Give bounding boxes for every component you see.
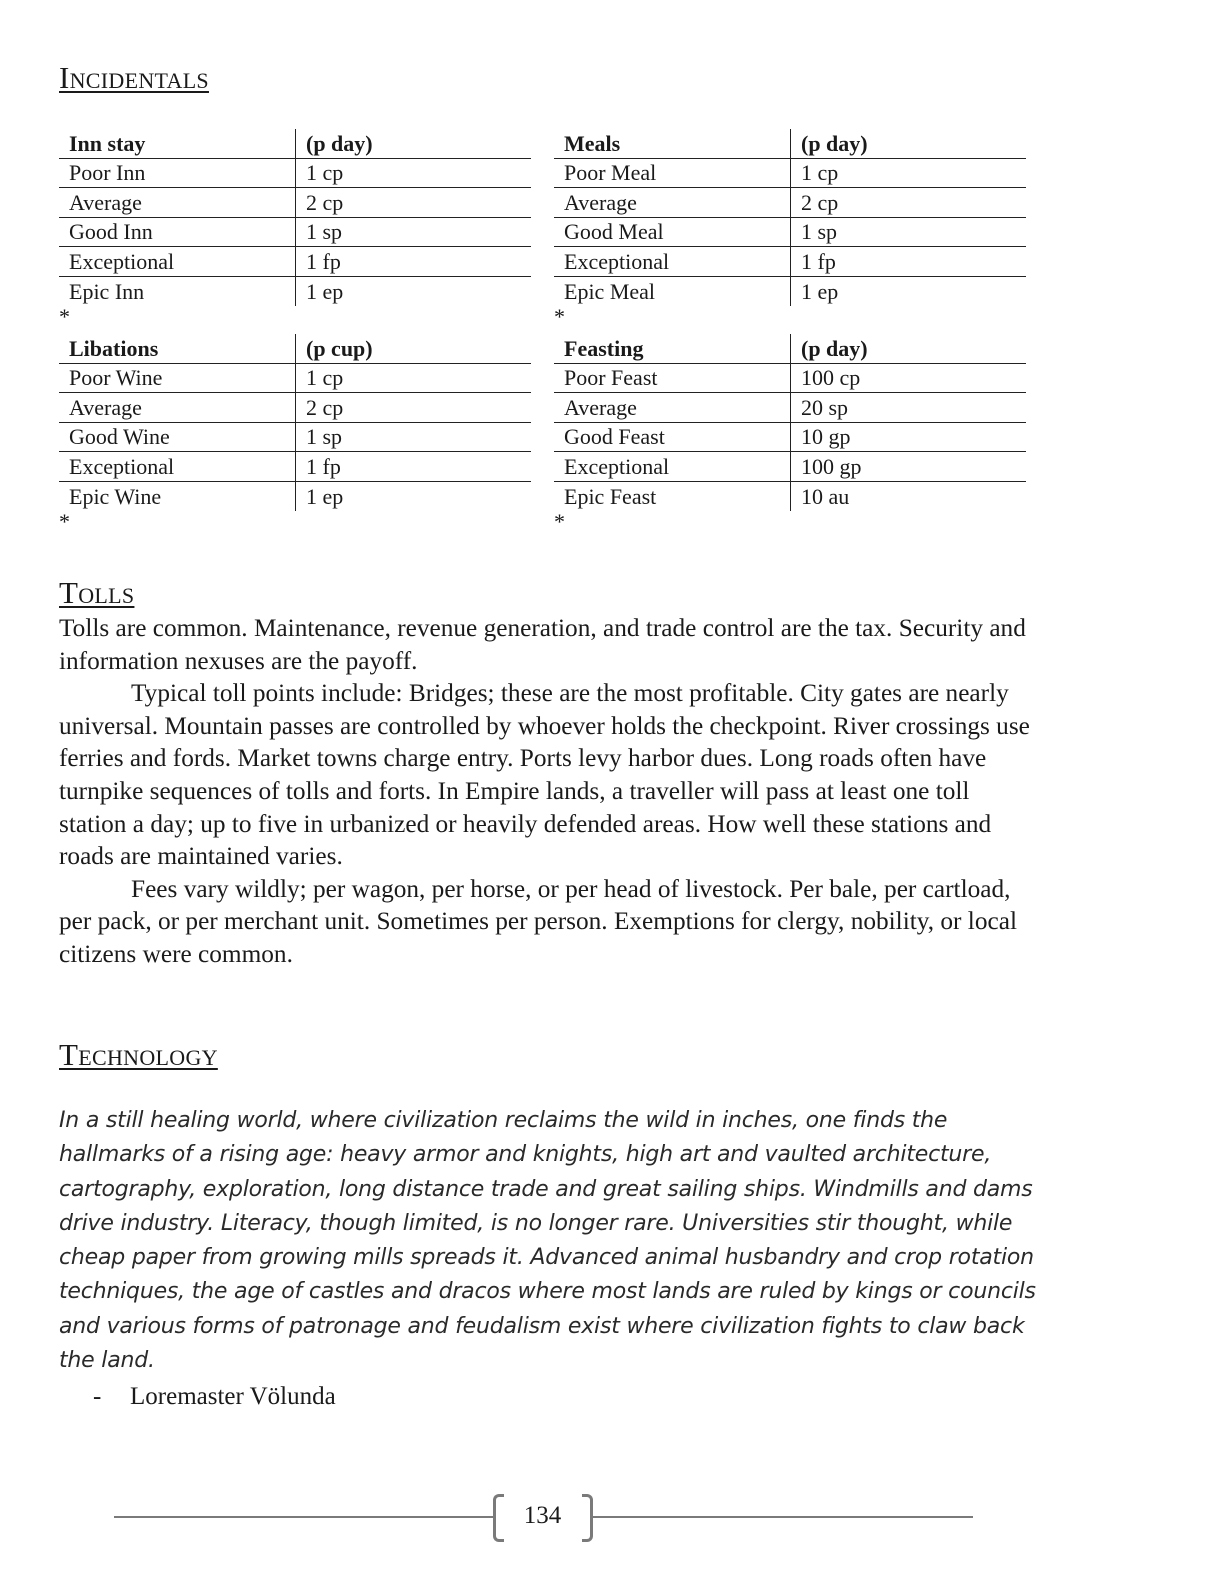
item-cell: Exceptional bbox=[554, 247, 791, 277]
price-cell: 1 cp bbox=[791, 158, 1027, 188]
header-cell: (p day) bbox=[296, 129, 532, 158]
header-cell: (p cup) bbox=[296, 334, 532, 363]
table-row bbox=[554, 452, 1026, 482]
paragraph: Fees vary wildly; per wagon, per horse, or per head of livestock. Per bale, per cartload, per pack, or per merchant unit. Sometimes per person. Exemptions for clergy, nobility, or local citizens were common. bbox=[59, 874, 1017, 968]
price-cell: 1 cp bbox=[296, 158, 532, 188]
header-cell: Inn stay bbox=[59, 129, 296, 158]
inn-stay-table bbox=[59, 129, 531, 306]
table-row bbox=[554, 217, 1026, 247]
price-cell: 100 gp bbox=[791, 452, 1027, 482]
price-cell: 1 sp bbox=[791, 217, 1027, 247]
item-cell: Average bbox=[554, 393, 791, 423]
price-cell: 100 cp bbox=[791, 363, 1027, 393]
item-cell: Poor Wine bbox=[59, 363, 296, 393]
table-footnote-marker: * bbox=[59, 304, 70, 329]
price-cell: 1 fp bbox=[791, 247, 1027, 277]
footer-rule-right bbox=[591, 1516, 973, 1518]
item-cell: Average bbox=[554, 188, 791, 218]
feasting-table bbox=[554, 334, 1026, 511]
quote-attribution bbox=[93, 1381, 336, 1413]
section-heading-technology: Technology bbox=[59, 1037, 218, 1072]
table-row bbox=[554, 393, 1026, 423]
price-cell: 1 fp bbox=[296, 247, 532, 277]
table-row bbox=[59, 452, 531, 482]
table-row bbox=[59, 393, 531, 423]
item-cell: Epic Inn bbox=[69, 278, 145, 304]
section-heading-incidentals: Incidentals bbox=[59, 60, 209, 95]
table-header-row bbox=[59, 334, 531, 363]
price-cell: 1 ep bbox=[296, 481, 532, 510]
table-header-row bbox=[59, 129, 531, 158]
item-cell: Exceptional bbox=[59, 452, 296, 482]
table-header-row bbox=[554, 334, 1026, 363]
price-cell: 2 cp bbox=[791, 188, 1027, 218]
price-cell: 1 sp bbox=[296, 217, 532, 247]
table-row bbox=[554, 481, 1026, 510]
paragraph: Typical toll points include: Bridges; these are the most profitable. City gates are nearly universal. Mountain passes are controlled by whoever holds the checkpoint. River crossings use ferries and fords. Market towns charge entry. Ports levy harbor dues. Long roads often have turnpike sequences of tolls and forts. In Empire lands, a traveller will pass at least one toll station a day; up to five in urbanized or heavily defended areas. How well these stations and roads are maintained varies. bbox=[59, 679, 1030, 871]
table-row bbox=[59, 217, 531, 247]
item-cell: Good Inn bbox=[59, 217, 296, 247]
header-cell: (p day) bbox=[791, 334, 1027, 363]
header-cell: Feasting bbox=[554, 334, 791, 363]
table-row bbox=[554, 158, 1026, 188]
table-row bbox=[59, 158, 531, 188]
price-cell: 10 gp bbox=[791, 422, 1027, 452]
item-cell: Average bbox=[59, 188, 296, 218]
price-cell: 1 ep bbox=[296, 276, 532, 305]
table-row bbox=[59, 481, 531, 510]
table-row bbox=[554, 188, 1026, 218]
item-cell: Average bbox=[59, 393, 296, 423]
price-cell: 1 fp bbox=[296, 452, 532, 482]
item-cell: Epic Meal bbox=[564, 278, 656, 304]
footer-rule-left bbox=[114, 1516, 496, 1518]
item-cell: Poor Inn bbox=[59, 158, 296, 188]
table-row bbox=[554, 422, 1026, 452]
table-row bbox=[59, 422, 531, 452]
table-header-row bbox=[554, 129, 1026, 158]
attribution-name: Loremaster Völunda bbox=[130, 1383, 336, 1410]
item-cell: Good Wine bbox=[59, 422, 296, 452]
item-cell: Exceptional bbox=[59, 247, 296, 277]
table-row bbox=[59, 363, 531, 393]
header-cell: (p day) bbox=[791, 129, 1027, 158]
price-cell: 1 cp bbox=[296, 363, 532, 393]
table-footnote-marker: * bbox=[554, 304, 565, 329]
libations-table bbox=[59, 334, 531, 511]
item-cell: Good Meal bbox=[554, 217, 791, 247]
item-cell: Good Feast bbox=[554, 422, 791, 452]
table-row bbox=[59, 188, 531, 218]
table-footnote-marker: * bbox=[554, 509, 565, 534]
item-cell: Epic Wine bbox=[69, 483, 162, 509]
table-row bbox=[554, 363, 1026, 393]
item-cell: Epic Feast bbox=[564, 483, 657, 509]
table-row bbox=[59, 247, 531, 277]
price-cell: 1 sp bbox=[296, 422, 532, 452]
page-number: 134 bbox=[523, 1502, 562, 1529]
table-footnote-marker: * bbox=[59, 509, 70, 534]
section-heading-tolls: Tolls bbox=[59, 575, 135, 610]
attribution-dash: - bbox=[93, 1383, 102, 1410]
table-row bbox=[59, 276, 531, 305]
meals-table bbox=[554, 129, 1026, 306]
price-cell: 10 au bbox=[791, 481, 1027, 510]
price-cell: 1 ep bbox=[791, 276, 1027, 305]
price-cell: 2 cp bbox=[296, 188, 532, 218]
technology-quote: In a still healing world, where civilization reclaims the wild in inches, one finds the hallmarks of a rising age: heavy armor and knights, high art and vaulted architecture, cartography, exploration, long distance trade and great sailing ships. Windmills and dams drive industry. Literacy, though limited, is no longer rare. Universities stir thought, while cheap paper from growing mills spreads it. Advanced animal husbandry and crop rotation techniques, the age of castles and dracos where most lands are ruled by kings or councils and various forms of patronage and feudalism exist where civilization fights to claw back the land. bbox=[59, 1108, 1036, 1374]
header-cell: Libations bbox=[59, 334, 296, 363]
item-cell: Poor Meal bbox=[554, 158, 791, 188]
item-cell: Exceptional bbox=[554, 452, 791, 482]
header-cell: Meals bbox=[554, 129, 791, 158]
price-cell: 20 sp bbox=[791, 393, 1027, 423]
tolls-body bbox=[59, 612, 1034, 971]
table-row bbox=[554, 276, 1026, 305]
price-cell: 2 cp bbox=[296, 393, 532, 423]
paragraph: Tolls are common. Maintenance, revenue generation, and trade control are the tax. Security and information nexuses are the payoff. bbox=[59, 614, 1026, 675]
table-row bbox=[554, 247, 1026, 277]
item-cell: Poor Feast bbox=[554, 363, 791, 393]
